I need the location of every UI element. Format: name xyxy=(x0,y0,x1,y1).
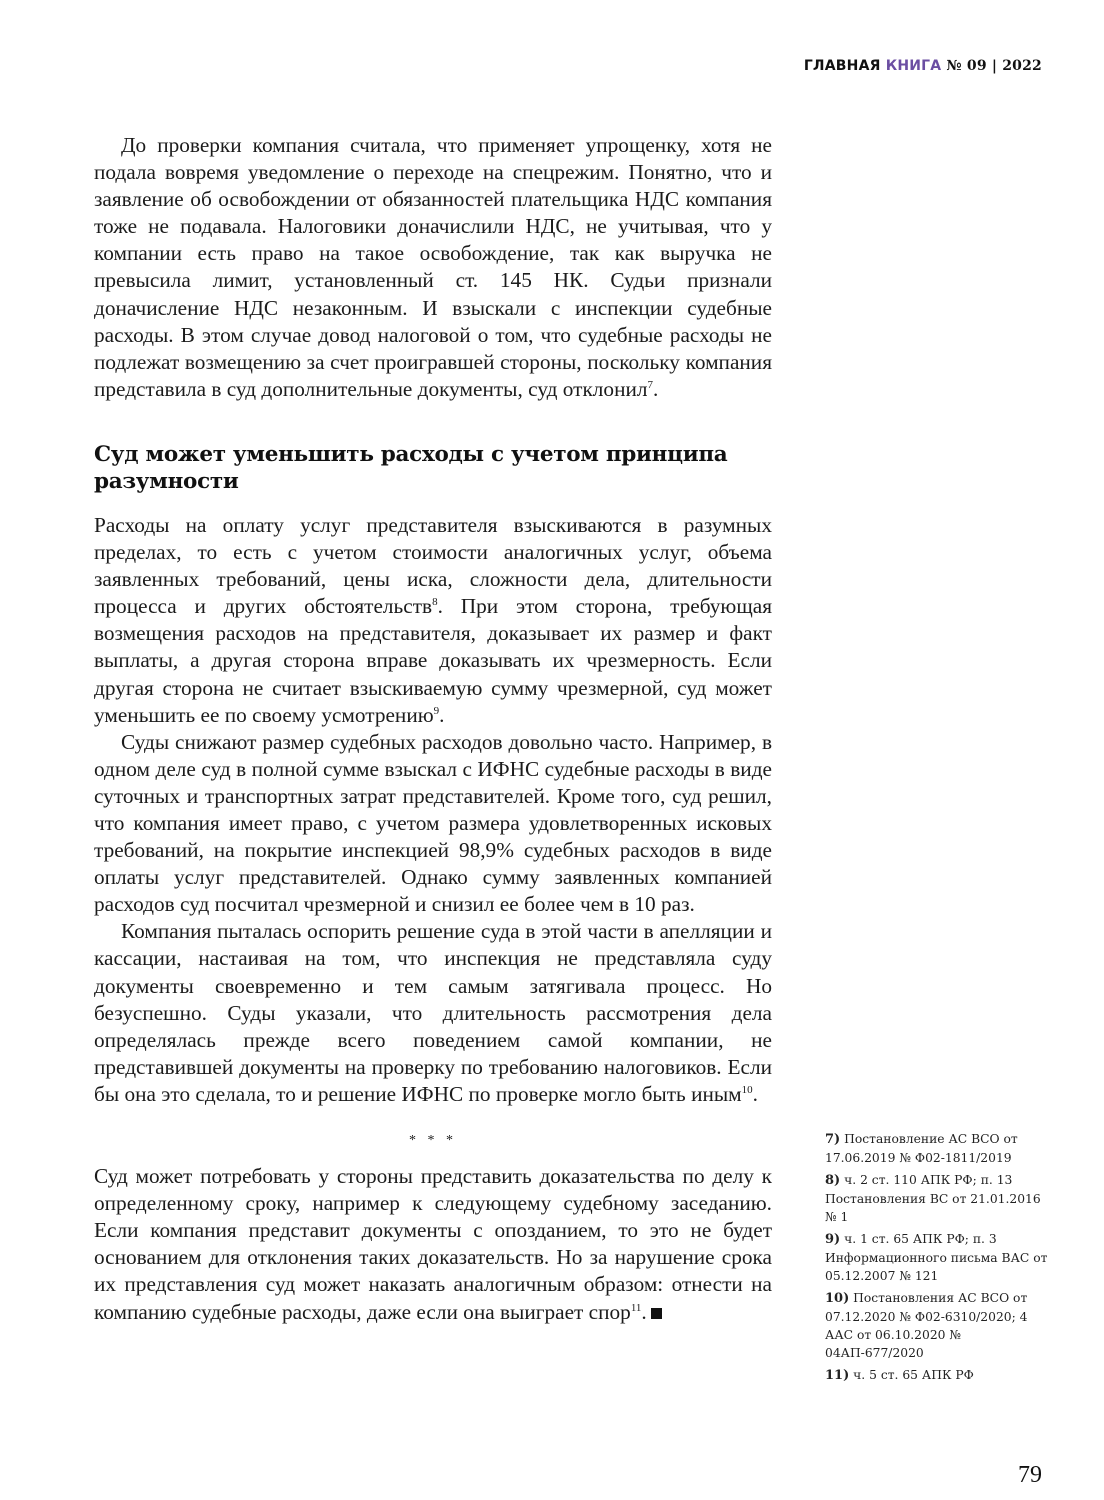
article-paragraph xyxy=(94,132,772,403)
footnote-number: 10) xyxy=(825,1291,850,1306)
footnote-item xyxy=(825,1289,1055,1362)
paragraph-text: До проверки компания считала, что применяет упрощенку, хотя не подала вовремя уведомление о переходе на спецрежим. Понятно, что и заявление об освобождении от обязанностей плательщика НДС компания тоже не подавала. Налоговики доначислили НДС, не учитывая, что у компании есть право на такое освобождение, так как выручка не превысила лимит, установленный ст. 145 НК. Судьи признали доначисление НДС незаконным. И взыскали с инспекции судебные расходы. В этом случае довод налоговой о том, что судебные расходы не подлежат возмещению за счет проигравшей стороны, поскольку компания представила в суд дополнительные документы, суд отклонил xyxy=(94,133,772,401)
footnote-text: ч. 5 ст. 65 АПК РФ xyxy=(853,1368,974,1382)
section-separator: * * * xyxy=(409,1133,457,1148)
footnote-item xyxy=(825,1171,1055,1226)
paragraph-text: . При этом сторона, требующая возмещения расходов на представителя, доказывает их размер и факт выплаты, а другая сторона вправе доказывать их чрезмерность. Если другая сторона не считает взыскиваемую сумму чрезмерной, суд может уменьшить ее по своему усмотрению xyxy=(94,594,772,727)
footnote-number: 8) xyxy=(825,1173,841,1188)
footnote-text: Постановления АС ВСО от 07.12.2020 № Ф02-6310/2020; 4 ААС от 06.10.2020 № 04АП-677/2020 xyxy=(825,1291,1028,1360)
paragraph-text: Суд может потребовать у стороны представить доказательства по делу к определенному сроку, например к следующему судебному заседанию. Если компания представит документы с опозданием, то это не будет основанием для отклонения таких доказательств. Но за нарушение срока их представления суд может наказать аналогичным образом: отнести на компанию судебные расходы, даже если она выиграет спор xyxy=(94,1164,772,1324)
footnote-item xyxy=(825,1366,1055,1385)
footnote-ref[interactable]: 11 xyxy=(630,1301,642,1314)
footnote-number: 11) xyxy=(825,1368,850,1383)
section-heading: Суд может уменьшить расходы с учетом принципа разумности xyxy=(94,441,728,494)
footnote-ref[interactable]: 9 xyxy=(433,704,440,717)
footnote-text: ч. 1 ст. 65 АПК РФ; п. 3 Информационного письма ВАС от 05.12.2007 № 121 xyxy=(825,1232,1048,1283)
magazine-masthead xyxy=(804,58,1042,74)
footnote-item xyxy=(825,1130,1055,1167)
footnote-text: ч. 2 ст. 110 АПК РФ; п. 13 Постановления ВС от 21.01.2016 № 1 xyxy=(825,1173,1041,1224)
paragraph-text: Расходы на оплату услуг представителя взыскиваются в разумных пределах, то есть с учетом стоимости аналогичных услуг, объема заявленных требований, цены иска, сложности дела, длительности процесса и других обстоятельств xyxy=(94,512,772,619)
paragraph-text: Компания пыталась оспорить решение суда в этой части в апелляции и кассации, настаивая на том, что инспекция не представляла суду документы своевременно и тем самым затягивала процесс. Но безуспешно. Суды указали, что длительность рассмотрения дела определялась прежде всего поведением самой компании, не представившей документы на проверку по требованию налоговиков. Если бы она это сделала, то и решение ИФНС по проверке могло быть иным xyxy=(94,919,772,1106)
article-body xyxy=(94,132,772,1326)
paragraph-tail: . xyxy=(752,1081,758,1106)
footnote-number: 7) xyxy=(825,1132,841,1147)
end-of-article-square-icon xyxy=(651,1308,662,1319)
paragraph-tail: . xyxy=(641,1299,647,1324)
footnote-number: 9) xyxy=(825,1232,841,1247)
page-number: 79 xyxy=(1018,1462,1042,1488)
brand-name-part2: КНИГА xyxy=(885,58,942,74)
footnote-item xyxy=(825,1230,1055,1285)
footnote-text: Постановление АС ВСО от 17.06.2019 № Ф02-1811/2019 xyxy=(825,1132,1018,1165)
article-paragraph xyxy=(94,1163,772,1326)
article-paragraph xyxy=(94,512,772,729)
article-paragraph: Суды снижают размер судебных расходов довольно часто. Например, в одном деле суд в полной сумме взыскал с ИФНС судебные расходы в виде суточных и транспортных затрат представителей. Кроме того, суд решил, что компания имеет право, с учетом размера удовлетворенных исковых требований, на покрытие инспекцией 98,9% судебных расходов в виде оплаты услуг представителей. Однако сумму заявленных компанией расходов суд посчитал чрезмерной и снизил ее более чем в 10 раз. xyxy=(94,729,772,917)
footnote-ref[interactable]: 7 xyxy=(647,378,653,391)
footnotes-column xyxy=(825,1130,1055,1389)
footnote-ref[interactable]: 10 xyxy=(741,1083,753,1096)
paragraph-tail: . xyxy=(439,702,445,727)
footnote-ref[interactable]: 8 xyxy=(432,596,438,609)
brand-name-part1: ГЛАВНАЯ xyxy=(803,58,881,74)
issue-number: № 09 | 2022 xyxy=(946,58,1042,74)
article-paragraph xyxy=(94,918,772,1108)
paragraph-tail: . xyxy=(653,376,659,401)
